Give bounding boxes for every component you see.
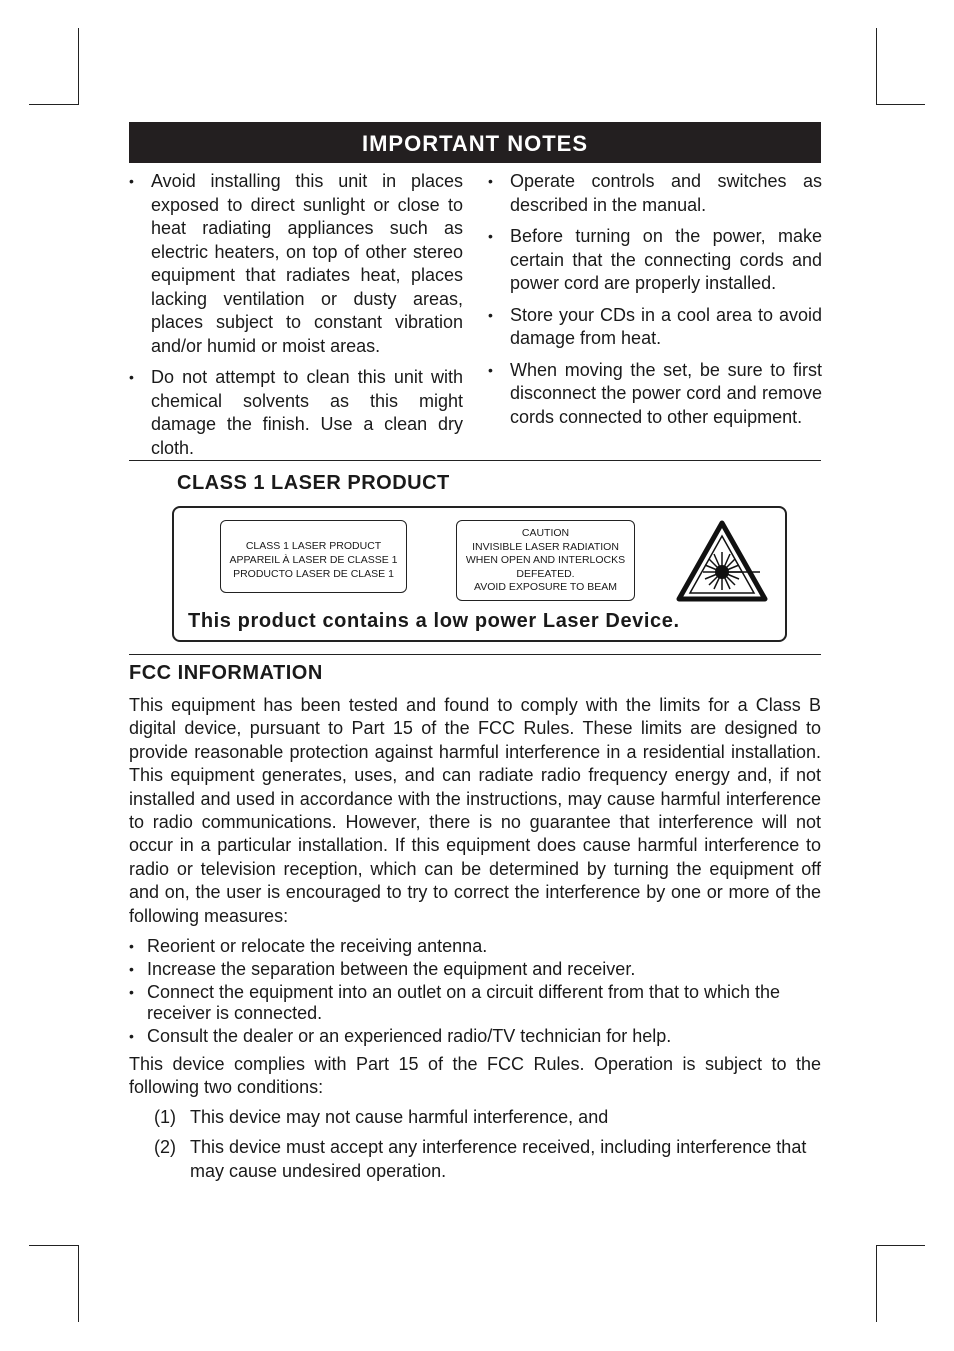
condition-number: (2) [154,1137,176,1158]
fcc-section-title: FCC INFORMATION [129,662,323,684]
important-notes-heading: IMPORTANT NOTES [129,122,821,163]
note-item: • When moving the set, be sure to first disconnect the power cord and remove cords connected to other equipment. [488,359,822,430]
note-item: • Before turning on the power, make certain that the connecting cords and power cord are properly installed. [488,225,822,296]
section-divider [129,654,821,655]
notes-left-column [129,170,463,468]
condition-text: This device must accept any interference received, including interference that may cause undesired operation. [190,1137,807,1181]
laser-footer-text: This product contains a low power Laser Device. [188,610,680,632]
fcc-measures-list [129,936,821,1049]
condition-number: (1) [154,1107,176,1127]
note-item: • Operate controls and switches as described in the manual. [488,170,822,217]
laser-label-panel [172,506,787,642]
label-line: APPAREIL À LASER DE CLASSE 1 [229,554,398,566]
list-item [154,1106,821,1129]
list-item [154,1136,821,1183]
condition-text: This device may not cause harmful interference, and [190,1107,609,1127]
fcc-paragraph: This equipment has been tested and found to comply with the limits for a Class B digital device, pursuant to Part 15 of the FCC Rules. These limits are designed to provide reasonable protection against harmful interference in a residential installation. This equipment generates, uses, and can radiate radio frequency energy and, if not installed and used in accordance with the instructions, may cause harmful interference to radio communications. However, there is no guarantee that interference will not occur in a particular installation. If this equipment does cause harmful interference to radio or television reception, which can be determined by turning the equipment off and on, the user is encouraged to try to correct the interference by one or more of the following measures: [129,695,821,926]
fcc-paragraph: This device complies with Part 15 of the FCC Rules. Operation is subject to the following two conditions: [129,1054,821,1098]
laser-hazard-icon [676,520,768,607]
caution-label [456,520,635,601]
list-item: • Consult the dealer or an experienced radio/TV technician for help. [129,1026,821,1047]
label-line: INVISIBLE LASER RADIATION [472,540,619,553]
crop-mark [876,1245,877,1322]
crop-mark [876,104,925,105]
list-item: • Increase the separation between the equipment and receiver. [129,959,821,980]
list-item: • Reorient or relocate the receiving antenna. [129,936,821,957]
section-divider [129,460,821,461]
crop-mark [876,1245,925,1246]
label-line: AVOID EXPOSURE TO BEAM [474,581,617,593]
laser-section-title: CLASS 1 LASER PRODUCT [177,472,450,494]
list-item: • Connect the equipment into an outlet on a circuit different from that to which the receiver is connected. [129,982,821,1024]
crop-mark [876,28,877,105]
notes-right-column [488,170,822,437]
note-item: • Avoid installing this unit in places exposed to direct sunlight or close to heat radiating appliances such as electric heaters, on top of other stereo equipment that radiates heat, places lacking ventilation or dusty areas, places subject to constant vibration and/or humid or moist areas. [129,170,463,358]
label-line: CLASS 1 LASER PRODUCT [245,540,382,552]
note-item: • Store your CDs in a cool area to avoid damage from heat. [488,304,822,351]
note-item: • Do not attempt to clean this unit with chemical solvents as this might damage the finish. Use a clean dry cloth. [129,366,463,460]
crop-mark [29,104,78,105]
label-line: PRODUCTO LASER DE CLASE 1 [233,568,394,580]
crop-mark [78,28,79,105]
label-line: CAUTION [521,527,570,539]
label-line: WHEN OPEN AND INTERLOCKS [465,554,626,566]
fcc-conditions-list [154,1106,821,1190]
label-line: DEFEATED. [516,567,575,580]
class1-label [220,520,407,593]
crop-mark [78,1245,79,1322]
crop-mark [29,1245,78,1246]
